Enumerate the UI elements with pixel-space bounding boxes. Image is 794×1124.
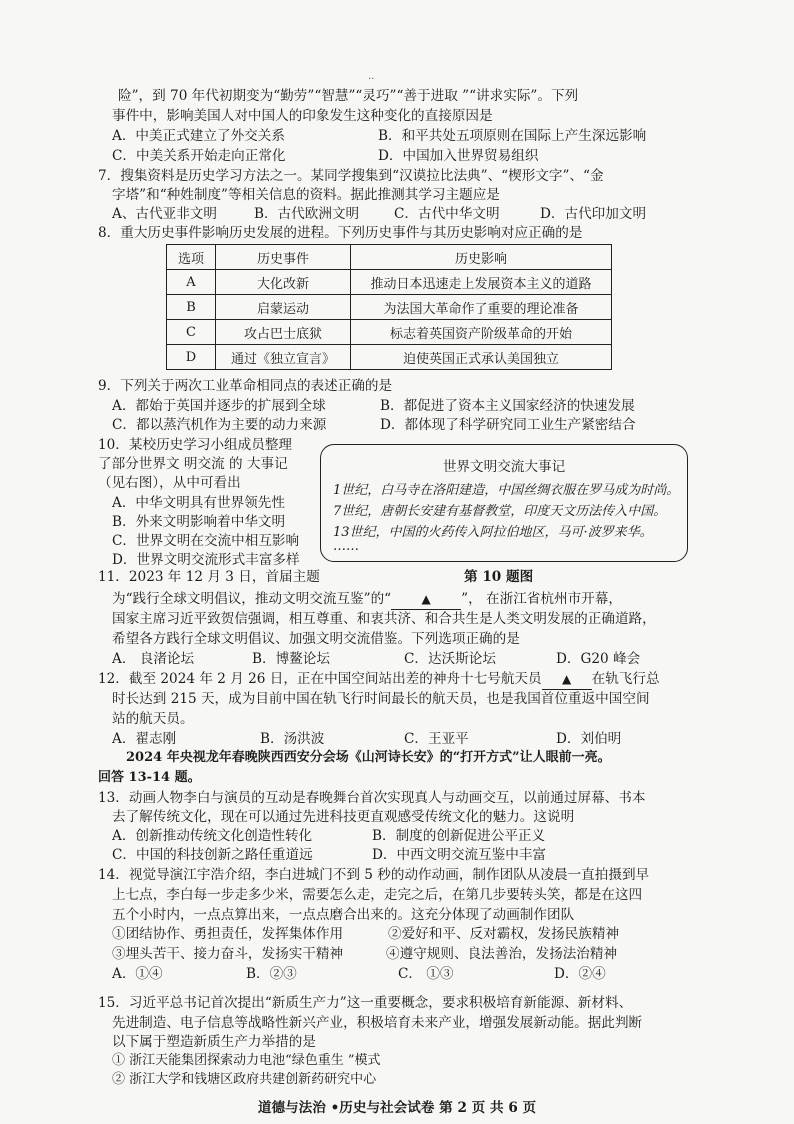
- q7-option-d: D．古代印加文明: [540, 206, 647, 222]
- q14-item-2: ②爱好和平、反对霸权，发扬民族精神: [388, 926, 620, 942]
- q11-option-c: C．达沃斯论坛: [404, 651, 496, 667]
- table-row: [167, 295, 612, 320]
- q9-option-d: D．都体现了科学研究同工业生产紧密结合: [380, 417, 636, 433]
- q7-option-a: A、古代亚非文明: [112, 206, 217, 222]
- q14-option-c: C． ①③: [398, 966, 454, 982]
- table-header-row: [167, 245, 612, 270]
- q13-option-c: C．中国的科技创新之路任重道远: [112, 847, 313, 863]
- page-footer: 道德与法治 •历史与社会试卷 第 2 页 共 6 页: [257, 1100, 537, 1116]
- table-cell: 通过《独立宣言》: [216, 345, 351, 370]
- q14-item-1: ①团结协作、勇担责任，发挥集体作用: [112, 926, 344, 942]
- q14-item-4: ④遵守规则、良法善治，发扬法治精神: [386, 946, 618, 962]
- q6-option-c: C．中美关系开始走向正常化: [112, 148, 286, 164]
- q12-line1: [98, 669, 660, 690]
- table-cell: C: [167, 320, 216, 345]
- q7-line1: 7．搜集资料是历史学习方法之一。某同学搜集到“汉谟拉比法典”、“楔形文字”、“金: [98, 168, 604, 184]
- table-cell: 推动日本迅速走上发展资本主义的道路: [351, 270, 612, 295]
- q15-line2: 先进制造、电子信息等战略性新兴产业，积极培育未来产业，增强发展新动能。据此判断: [112, 1015, 643, 1031]
- q11-line3: 国家主席习近平致贺信强调，相互尊重、和衷共济、和合共生是人类文明发展的正确道路，: [112, 611, 656, 627]
- q9-option-b: B．都促进了资本主义国家经济的快速发展: [380, 398, 635, 414]
- q10-caption: 第 10 题图: [464, 569, 534, 585]
- q14-option-d: D．②④: [554, 966, 606, 982]
- table-row: [167, 270, 612, 295]
- q10-option-c: C．世界文明在交流中相互影响: [112, 533, 300, 549]
- table-header: 选项: [167, 245, 216, 270]
- q11-line2a: 为“践行全球文明倡议，推动文明交流互鉴”的“: [112, 591, 392, 607]
- q12-line3: 站的航天员。: [112, 711, 194, 727]
- q11-line2: [112, 589, 622, 610]
- table-cell: 迫使英国正式承认美国独立: [351, 345, 612, 370]
- box-line: ……: [333, 539, 359, 554]
- table-cell: 大化改新: [216, 270, 351, 295]
- q12-option-b: B．汤洪波: [260, 731, 325, 747]
- page-mark: ··: [368, 74, 375, 85]
- q6-option-d: D．中国加入世界贸易组织: [378, 148, 539, 164]
- q12-line1b: 在轨飞行总: [591, 671, 660, 687]
- box-title: 世界文明交流大事记: [442, 459, 566, 475]
- table-cell: D: [167, 345, 216, 370]
- q6-line2: 事件中，影响美国人对中国人的印象发生这种变化的直接原因是: [112, 108, 493, 124]
- q10-line2: 了部分世界文 明交流 的 大事记: [98, 456, 288, 472]
- q10-events-box: [320, 444, 688, 562]
- table-row: [167, 345, 612, 370]
- q14-line2: 上七点，李白每一步走多少米，需要怎么走，走完之后，在第几步要转头笑，都是在这四: [112, 887, 643, 903]
- box-line: 7世纪，唐朝长安建有基督教堂，印度天文历法传入中国。: [333, 504, 667, 519]
- table-cell: B: [167, 295, 216, 320]
- table-cell: 标志着英国资产阶级革命的开始: [351, 320, 612, 345]
- q6-line1: 险”，到 70 年代初期变为“勤劳”“智慧”“灵巧”“善于进取 ”“讲求实际”。下列: [118, 88, 579, 104]
- q6-option-a: A．中美正式建立了外交关系: [112, 128, 285, 144]
- q14-option-b: B．②③: [246, 966, 297, 982]
- q14-option-a: A．①④: [112, 966, 163, 982]
- table-header: 历史事件: [216, 245, 351, 270]
- table-cell: 启蒙运动: [216, 295, 351, 320]
- q13-line2: 去了解传统文化，现在可以通过先进科技更直观感受传统文化的魅力。这说明: [112, 809, 575, 825]
- q12-line1a: 12．截至 2024 年 2 月 26 日，正在中国空间站出差的神舟十七号航天员: [98, 671, 542, 687]
- box-line: 1世纪，白马寺在洛阳建造，中国丝绸衣服在罗马成为时尚。: [333, 483, 680, 498]
- triangle-icon: ▲: [421, 592, 431, 606]
- q8-line1: 8．重大历史事件影响历史发展的进程。下列历史事件与其历史影响对应正确的是: [98, 225, 583, 241]
- q9-option-c: C．都以蒸汽机作为主要的动力来源: [112, 417, 327, 433]
- q14-line3: 五个小时内，一点点算出来，一点点磨合出来的。这充分体现了动画制作团队: [112, 907, 575, 923]
- q11-line1: 11．2023 年 12 月 3 日，首届主题: [98, 569, 320, 585]
- table-cell: 为法国大革命作了重要的理论准备: [351, 295, 612, 320]
- q12-option-c: C．王亚平: [404, 731, 469, 747]
- q8-table: [166, 244, 612, 370]
- q6-option-b: B．和平共处五项原则在国际上产生深远影响: [378, 128, 647, 144]
- q13-line1: 13．动画人物李白与演员的互动是春晚舞台首次实现真人与动画交互，以前通过屏幕、书本: [98, 790, 646, 806]
- q7-option-b: B．古代欧洲文明: [254, 206, 360, 222]
- q7-line2: 字塔”和“种姓制度”等相关信息的资料。据此推测其学习主题应是: [112, 187, 500, 203]
- q9-line1: 9．下列关于两次工业革命相同点的表述正确的是: [98, 378, 393, 394]
- q15-item-1: ① 浙江天能集团探索动力电池“绿色重生 ”模式: [112, 1053, 381, 1068]
- q10-option-b: B．外来文明影响着中华文明: [112, 514, 286, 530]
- q15-item-2: ② 浙江大学和钱塘区政府共建创新药研究中心: [112, 1072, 377, 1087]
- answer-blank: [542, 669, 592, 690]
- q13-option-d: D．中西文明交流互鉴中丰富: [372, 847, 547, 863]
- q14-item-3: ③埋头苦干、接力奋斗，发扬实干精神: [112, 946, 344, 962]
- q13-option-b: B．制度的创新促进公平正义: [372, 828, 546, 844]
- table-cell: 攻占巴士底狱: [216, 320, 351, 345]
- q11-option-d: D．G20 峰会: [556, 651, 641, 667]
- q12-line2: 时长达到 215 天，成为目前中国在轨飞行时间最长的航天员，也是我国首位重返中国空间: [112, 691, 650, 707]
- q10-line1: 10．某校历史学习小组成员整理: [98, 437, 293, 453]
- q10-option-a: A．中华文明具有世界领先性: [112, 495, 285, 511]
- q10-line3: （见右图），从中可看出: [98, 475, 241, 491]
- q12-option-a: A．翟志刚: [112, 731, 177, 747]
- q7-option-c: C．古代中华文明: [394, 206, 500, 222]
- q12-option-d: D．刘伯明: [556, 731, 622, 747]
- q10-option-d: D．世界文明交流形式丰富多样: [112, 552, 300, 568]
- table-row: [167, 320, 612, 345]
- q11-line2b: ”， 在浙江省杭州市开幕，: [461, 591, 622, 607]
- q13-option-a: A．创新推动传统文化创造性转化: [112, 828, 313, 844]
- intro-line1: 2024 年央视龙年春晚陕西西安分会场《山河诗长安》的“打开方式”让人眼前一亮。: [126, 750, 611, 765]
- q11-option-a: A． 良渚论坛: [112, 651, 195, 667]
- q15-line3: 以下属于塑造新质生产力举措的是: [112, 1034, 316, 1050]
- q9-option-a: A．都始于英国并逐步的扩展到全球: [112, 398, 326, 414]
- table-cell: A: [167, 270, 216, 295]
- table-header: 历史影响: [351, 245, 612, 270]
- answer-blank: [391, 589, 461, 610]
- intro-line2: 回答 13-14 题。: [98, 770, 201, 785]
- q14-line1: 14．视觉导演江宇浩介绍，李白进城门不到 5 秒的动作动画，制作团队从凌晨一直拍摄到早: [98, 867, 650, 883]
- q11-line4: 希望各方践行全球文明倡议、加强文明交流借鉴。下列选项正确的是: [112, 631, 520, 647]
- q15-line1: 15．习近平总书记首次提出“新质生产力”这一重要概念，要求积极培育新能源、新材料、: [98, 995, 633, 1011]
- triangle-icon: ▲: [561, 672, 572, 686]
- box-line: 13世纪，中国的火药传入阿拉伯地区，马可·波罗来华。: [333, 525, 653, 540]
- q11-option-b: B．博鳌论坛: [252, 651, 330, 667]
